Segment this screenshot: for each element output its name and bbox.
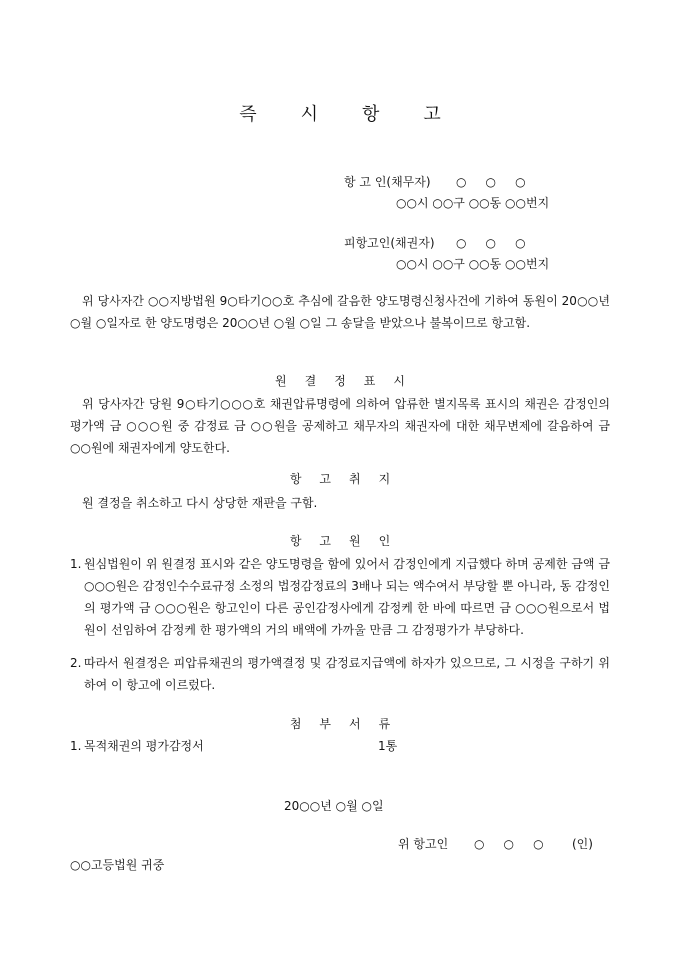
- attachments-heading: 첨 부 서 류: [289, 717, 391, 731]
- reason-item-1: [70, 553, 610, 641]
- attachment-number: 1.: [70, 739, 82, 753]
- signature-seal: (인): [572, 837, 593, 851]
- reason-number: 2.: [70, 656, 82, 670]
- appeal-purpose-heading: 항 고 취 지: [289, 472, 391, 486]
- attachment-quantity: 1통: [378, 739, 398, 753]
- appellee-address: ○○시 ○○구 ○○동 ○○번지: [396, 257, 550, 271]
- title-char: 고: [423, 104, 441, 125]
- appeal-reasons-heading: 항 고 원 인: [289, 534, 391, 548]
- reason-text: 따라서 원결정은 피압류채권의 평가액결정 및 감정료지급액에 하자가 있으므로, 그 시정을 구하기 위하여 이 항고에 이르렀다.: [84, 656, 610, 692]
- attachment-name: 목적채권의 평가감정서: [84, 739, 204, 753]
- reason-number: 1.: [70, 557, 82, 571]
- reason-text: 원심법원이 위 원결정 표시와 같은 양도명령을 함에 있어서 감정인에게 지급했다 하며 공제한 금액 금 ○○○원은 감정인수수료규정 소정의 법정감정료의 3배나 되는 액수여서 부당할 뿐 아니라, 동 감정인의 평가액 금 ○○○원은 항고인이 다른 공인감정사에게 감정케 한 바에 따르면 금 ○○○원으로서 법원이 선임하여 감정케 한 평가액의 거의 배액에 가까울 만큼 그 감정평가가 부당하다.: [84, 557, 610, 637]
- signature-label: 위 항고인: [398, 837, 449, 851]
- original-decision-text: 위 당사자간 당원 9○타기○○○호 채권압류명령에 의하여 압류한 별지목록 표시의 채권은 감정인의 평가액 금 ○○○원 중 감정료 금 ○○원을 공제하고 채무자의 채권자에 대한 채무변제에 갈음하여 금 ○○원에 채권자에게 양도한다.: [70, 397, 610, 455]
- appellee-label: 피항고인(채권자): [344, 236, 435, 250]
- title-char: 시: [300, 104, 318, 125]
- original-decision-heading: 원 결 정 표 시: [275, 374, 405, 388]
- intro-paragraph: 위 당사자간 ○○지방법원 9○타기○○호 추심에 갈음한 양도명령신청사건에 기하여 동원이 20○○년 ○월 ○일자로 한 양도명령은 20○○년 ○월 ○일 그 송달을 받았으나 불복이므로 항고함.: [70, 294, 610, 330]
- signature-name: ○ ○ ○: [474, 837, 544, 851]
- appeal-purpose-text: 원 결정을 취소하고 다시 상당한 재판을 구함.: [82, 496, 318, 510]
- title-char: 즉: [239, 104, 257, 125]
- title-char: 항: [362, 104, 380, 125]
- appellant-name: ○ ○ ○: [456, 175, 526, 189]
- document-title: [0, 100, 680, 126]
- filing-date: 20○○년 ○월 ○일: [284, 799, 384, 813]
- appellant-label: 항 고 인(채무자): [344, 175, 431, 189]
- appellee-name: ○ ○ ○: [456, 236, 526, 250]
- appellant-address: ○○시 ○○구 ○○동 ○○번지: [396, 196, 550, 210]
- recipient-court: ○○고등법원 귀중: [70, 858, 165, 872]
- reason-item-2: [70, 652, 610, 696]
